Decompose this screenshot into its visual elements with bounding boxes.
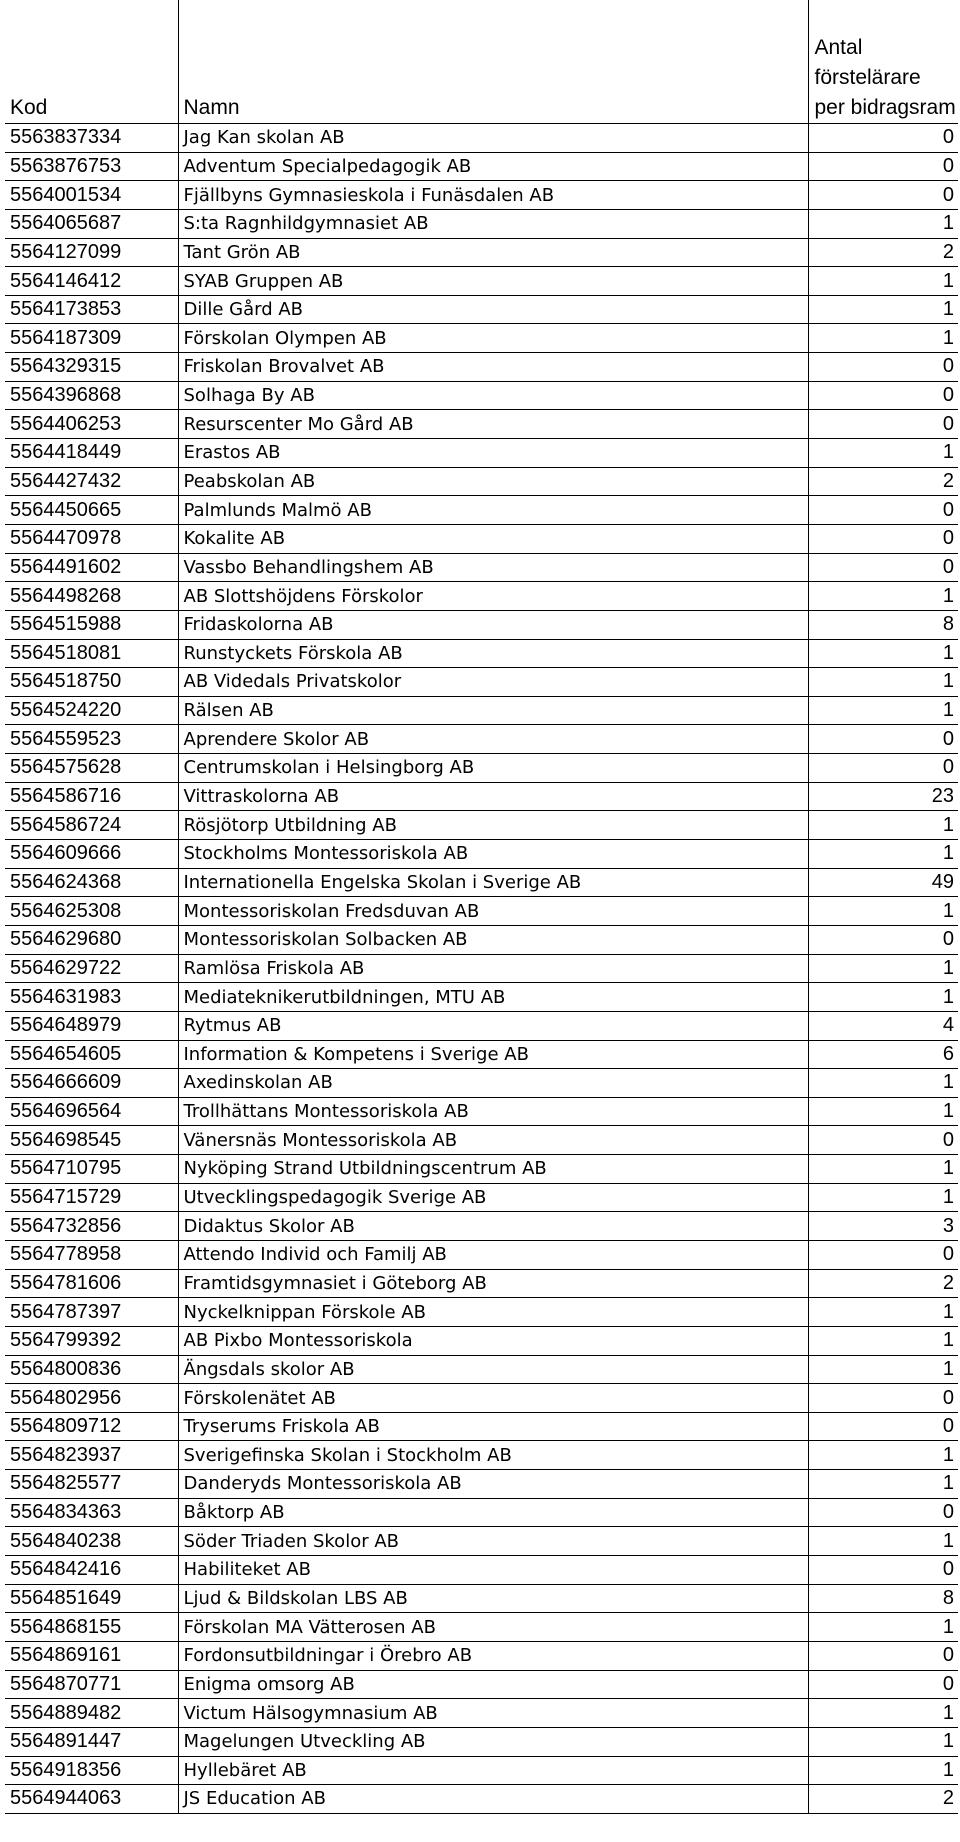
cell-kod: 5564698545 <box>5 1126 178 1155</box>
table-row <box>5 1785 958 1814</box>
cell-antal: 1 <box>808 1470 958 1499</box>
cell-antal: 1 <box>808 1155 958 1184</box>
table-row <box>5 1040 958 1069</box>
cell-kod: 5564518081 <box>5 639 178 668</box>
cell-kod: 5564586724 <box>5 811 178 840</box>
table-row <box>5 1412 958 1441</box>
table-row <box>5 1212 958 1241</box>
cell-kod: 5564825577 <box>5 1470 178 1499</box>
table-row <box>5 811 958 840</box>
cell-antal: 1 <box>808 1183 958 1212</box>
table-row <box>5 1470 958 1499</box>
table-row <box>5 668 958 697</box>
cell-antal: 1 <box>808 1069 958 1098</box>
cell-namn: Hyllebäret AB <box>178 1756 808 1785</box>
table-row <box>5 439 958 468</box>
cell-kod: 5564629680 <box>5 925 178 954</box>
cell-antal: 2 <box>808 238 958 267</box>
cell-kod: 5564778958 <box>5 1240 178 1269</box>
table-row <box>5 1641 958 1670</box>
cell-kod: 5564732856 <box>5 1212 178 1241</box>
cell-kod: 5564065687 <box>5 209 178 238</box>
table-row <box>5 1670 958 1699</box>
cell-antal: 1 <box>808 1355 958 1384</box>
cell-namn: Axedinskolan AB <box>178 1069 808 1098</box>
table-row <box>5 868 958 897</box>
table-row <box>5 209 958 238</box>
cell-kod: 5564800836 <box>5 1355 178 1384</box>
cell-kod: 5564491602 <box>5 553 178 582</box>
cell-kod: 5564624368 <box>5 868 178 897</box>
cell-antal: 0 <box>808 152 958 181</box>
cell-antal: 0 <box>808 1641 958 1670</box>
cell-namn: Montessoriskolan Fredsduvan AB <box>178 897 808 926</box>
cell-kod: 5564001534 <box>5 181 178 210</box>
cell-antal: 1 <box>808 840 958 869</box>
table-row <box>5 983 958 1012</box>
table-row <box>5 1441 958 1470</box>
cell-namn: Tant Grön AB <box>178 238 808 267</box>
cell-kod: 5563876753 <box>5 152 178 181</box>
cell-antal: 1 <box>808 1097 958 1126</box>
header-row <box>5 0 958 124</box>
cell-namn: Framtidsgymnasiet i Göteborg AB <box>178 1269 808 1298</box>
cell-kod: 5564470978 <box>5 524 178 553</box>
cell-namn: Attendo Individ och Familj AB <box>178 1240 808 1269</box>
cell-namn: AB Videdals Privatskolor <box>178 668 808 697</box>
cell-kod: 5564802956 <box>5 1384 178 1413</box>
cell-namn: Magelungen Utveckling AB <box>178 1727 808 1756</box>
cell-namn: Peabskolan AB <box>178 467 808 496</box>
cell-antal: 0 <box>808 1126 958 1155</box>
table-row <box>5 524 958 553</box>
cell-namn: Kokalite AB <box>178 524 808 553</box>
cell-namn: Vittraskolorna AB <box>178 782 808 811</box>
cell-namn: Rösjötorp Utbildning AB <box>178 811 808 840</box>
table-row <box>5 1384 958 1413</box>
cell-kod: 5564586716 <box>5 782 178 811</box>
cell-antal: 49 <box>808 868 958 897</box>
cell-kod: 5564418449 <box>5 439 178 468</box>
cell-kod: 5564629722 <box>5 954 178 983</box>
cell-kod: 5564869161 <box>5 1641 178 1670</box>
cell-kod: 5564834363 <box>5 1498 178 1527</box>
cell-namn: Adventum Specialpedagogik AB <box>178 152 808 181</box>
cell-namn: Förskolan MA Vätterosen AB <box>178 1613 808 1642</box>
cell-kod: 5564799392 <box>5 1326 178 1355</box>
cell-antal: 1 <box>808 1527 958 1556</box>
table-row <box>5 353 958 382</box>
table-row <box>5 897 958 926</box>
cell-kod: 5564891447 <box>5 1727 178 1756</box>
table-row <box>5 754 958 783</box>
cell-namn: Danderyds Montessoriskola AB <box>178 1470 808 1499</box>
cell-antal: 0 <box>808 553 958 582</box>
cell-namn: Solhaga By AB <box>178 381 808 410</box>
cell-antal: 6 <box>808 1040 958 1069</box>
cell-namn: Erastos AB <box>178 439 808 468</box>
table-row <box>5 954 958 983</box>
cell-namn: Båktorp AB <box>178 1498 808 1527</box>
cell-namn: Ljud & Bildskolan LBS AB <box>178 1584 808 1613</box>
cell-namn: Habiliteket AB <box>178 1556 808 1585</box>
cell-namn: Didaktus Skolor AB <box>178 1212 808 1241</box>
cell-namn: Utvecklingspedagogik Sverige AB <box>178 1183 808 1212</box>
cell-namn: Runstyckets Förskola AB <box>178 639 808 668</box>
table-row <box>5 610 958 639</box>
cell-namn: Resurscenter Mo Gård AB <box>178 410 808 439</box>
cell-kod: 5564406253 <box>5 410 178 439</box>
cell-antal: 1 <box>808 639 958 668</box>
table-row <box>5 639 958 668</box>
cell-kod: 5564918356 <box>5 1756 178 1785</box>
table-row <box>5 410 958 439</box>
table-row <box>5 181 958 210</box>
header-antal-line1: Antal <box>814 36 863 59</box>
table-row <box>5 1355 958 1384</box>
cell-antal: 0 <box>808 725 958 754</box>
cell-kod: 5564787397 <box>5 1298 178 1327</box>
cell-kod: 5564396868 <box>5 381 178 410</box>
cell-kod: 5564173853 <box>5 295 178 324</box>
cell-kod: 5564809712 <box>5 1412 178 1441</box>
cell-antal: 0 <box>808 1498 958 1527</box>
table-row <box>5 1126 958 1155</box>
table-row <box>5 238 958 267</box>
cell-namn: Sverigefinska Skolan i Stockholm AB <box>178 1441 808 1470</box>
cell-kod: 5564524220 <box>5 696 178 725</box>
cell-kod: 5564889482 <box>5 1699 178 1728</box>
cell-kod: 5564518750 <box>5 668 178 697</box>
cell-antal: 0 <box>808 925 958 954</box>
cell-kod: 5564450665 <box>5 496 178 525</box>
cell-kod: 5564781606 <box>5 1269 178 1298</box>
cell-kod: 5564146412 <box>5 267 178 296</box>
header-antal-line3: per bidragsram <box>814 96 956 119</box>
cell-antal: 1 <box>808 696 958 725</box>
cell-antal: 1 <box>808 1613 958 1642</box>
cell-antal: 1 <box>808 1441 958 1470</box>
table-row <box>5 1326 958 1355</box>
table-row <box>5 381 958 410</box>
cell-namn: S:ta Ragnhildgymnasiet AB <box>178 209 808 238</box>
cell-antal: 1 <box>808 439 958 468</box>
cell-namn: Ramlösa Friskola AB <box>178 954 808 983</box>
cell-kod: 5564696564 <box>5 1097 178 1126</box>
cell-namn: Stockholms Montessoriskola AB <box>178 840 808 869</box>
cell-antal: 2 <box>808 1269 958 1298</box>
cell-antal: 2 <box>808 467 958 496</box>
cell-namn: Nyckelknippan Förskole AB <box>178 1298 808 1327</box>
cell-namn: Fjällbyns Gymnasieskola i Funäsdalen AB <box>178 181 808 210</box>
table-row <box>5 496 958 525</box>
table-row <box>5 1069 958 1098</box>
cell-kod: 5563837334 <box>5 124 178 153</box>
table-row <box>5 295 958 324</box>
table-row <box>5 1097 958 1126</box>
cell-antal: 0 <box>808 1556 958 1585</box>
cell-namn: Vänersnäs Montessoriskola AB <box>178 1126 808 1155</box>
cell-namn: Fridaskolorna AB <box>178 610 808 639</box>
cell-kod: 5564427432 <box>5 467 178 496</box>
cell-antal: 0 <box>808 1384 958 1413</box>
cell-namn: Fordonsutbildningar i Örebro AB <box>178 1641 808 1670</box>
cell-namn: Dille Gård AB <box>178 295 808 324</box>
cell-kod: 5564710795 <box>5 1155 178 1184</box>
cell-namn: Nyköping Strand Utbildningscentrum AB <box>178 1155 808 1184</box>
cell-kod: 5564868155 <box>5 1613 178 1642</box>
table-row <box>5 1527 958 1556</box>
cell-kod: 5564515988 <box>5 610 178 639</box>
cell-antal: 1 <box>808 1756 958 1785</box>
cell-antal: 8 <box>808 610 958 639</box>
cell-kod: 5564575628 <box>5 754 178 783</box>
table-row <box>5 152 958 181</box>
cell-kod: 5564329315 <box>5 353 178 382</box>
cell-kod: 5564609666 <box>5 840 178 869</box>
table-row <box>5 1584 958 1613</box>
table-row <box>5 1269 958 1298</box>
cell-namn: Friskolan Brovalvet AB <box>178 353 808 382</box>
cell-namn: Enigma omsorg AB <box>178 1670 808 1699</box>
cell-kod: 5564666609 <box>5 1069 178 1098</box>
cell-antal: 0 <box>808 124 958 153</box>
table-row <box>5 553 958 582</box>
cell-antal: 2 <box>808 1785 958 1814</box>
cell-kod: 5564625308 <box>5 897 178 926</box>
cell-antal: 1 <box>808 1699 958 1728</box>
table-row <box>5 1699 958 1728</box>
cell-namn: Victum Hälsogymnasium AB <box>178 1699 808 1728</box>
cell-namn: Centrumskolan i Helsingborg AB <box>178 754 808 783</box>
cell-kod: 5564842416 <box>5 1556 178 1585</box>
cell-antal: 1 <box>808 295 958 324</box>
cell-kod: 5564187309 <box>5 324 178 353</box>
cell-antal: 1 <box>808 1326 958 1355</box>
cell-antal: 0 <box>808 1412 958 1441</box>
cell-namn: Internationella Engelska Skolan i Sverige AB <box>178 868 808 897</box>
cell-namn: Jag Kan skolan AB <box>178 124 808 153</box>
table-row <box>5 1613 958 1642</box>
cell-antal: 1 <box>808 1298 958 1327</box>
header-namn: Namn <box>178 0 808 124</box>
cell-namn: SYAB Gruppen AB <box>178 267 808 296</box>
cell-antal: 0 <box>808 754 958 783</box>
cell-antal: 0 <box>808 381 958 410</box>
table-row <box>5 725 958 754</box>
header-kod: Kod <box>5 0 178 124</box>
cell-kod: 5564851649 <box>5 1584 178 1613</box>
cell-namn: Rälsen AB <box>178 696 808 725</box>
cell-namn: Förskolenätet AB <box>178 1384 808 1413</box>
cell-antal: 3 <box>808 1212 958 1241</box>
cell-antal: 1 <box>808 897 958 926</box>
cell-antal: 4 <box>808 1011 958 1040</box>
table-row <box>5 1498 958 1527</box>
cell-antal: 1 <box>808 209 958 238</box>
cell-kod: 5564870771 <box>5 1670 178 1699</box>
table-body <box>5 124 958 1814</box>
cell-antal: 1 <box>808 668 958 697</box>
cell-namn: Tryserums Friskola AB <box>178 1412 808 1441</box>
table-row <box>5 782 958 811</box>
cell-namn: Mediateknikerutbildningen, MTU AB <box>178 983 808 1012</box>
cell-antal: 0 <box>808 410 958 439</box>
cell-antal: 0 <box>808 1670 958 1699</box>
table-row <box>5 1727 958 1756</box>
cell-namn: Ängsdals skolor AB <box>178 1355 808 1384</box>
cell-namn: AB Slottshöjdens Förskolor <box>178 582 808 611</box>
header-antal-line2: förstelärare <box>814 66 921 89</box>
table-row <box>5 1240 958 1269</box>
cell-kod: 5564559523 <box>5 725 178 754</box>
table-row <box>5 925 958 954</box>
table-row <box>5 267 958 296</box>
cell-namn: Aprendere Skolor AB <box>178 725 808 754</box>
table-row <box>5 124 958 153</box>
cell-namn: Information & Kompetens i Sverige AB <box>178 1040 808 1069</box>
cell-antal: 1 <box>808 582 958 611</box>
table-row <box>5 467 958 496</box>
cell-antal: 23 <box>808 782 958 811</box>
cell-kod: 5564823937 <box>5 1441 178 1470</box>
table-row <box>5 840 958 869</box>
teacher-table <box>5 0 958 1814</box>
table-row <box>5 696 958 725</box>
cell-antal: 1 <box>808 267 958 296</box>
table-row <box>5 1298 958 1327</box>
cell-namn: Förskolan Olympen AB <box>178 324 808 353</box>
cell-antal: 0 <box>808 496 958 525</box>
cell-namn: Vassbo Behandlingshem AB <box>178 553 808 582</box>
cell-antal: 0 <box>808 524 958 553</box>
cell-antal: 1 <box>808 324 958 353</box>
cell-antal: 1 <box>808 954 958 983</box>
cell-antal: 0 <box>808 1240 958 1269</box>
cell-antal: 0 <box>808 353 958 382</box>
table-row <box>5 1155 958 1184</box>
cell-namn: AB Pixbo Montessoriskola <box>178 1326 808 1355</box>
cell-antal: 0 <box>808 181 958 210</box>
cell-antal: 1 <box>808 811 958 840</box>
cell-kod: 5564631983 <box>5 983 178 1012</box>
cell-kod: 5564648979 <box>5 1011 178 1040</box>
cell-antal: 1 <box>808 1727 958 1756</box>
cell-kod: 5564944063 <box>5 1785 178 1814</box>
header-antal <box>808 0 958 124</box>
cell-kod: 5564498268 <box>5 582 178 611</box>
cell-kod: 5564840238 <box>5 1527 178 1556</box>
cell-namn: Montessoriskolan Solbacken AB <box>178 925 808 954</box>
document-sheet <box>5 0 958 1814</box>
cell-kod: 5564654605 <box>5 1040 178 1069</box>
table-row <box>5 324 958 353</box>
table-row <box>5 1756 958 1785</box>
cell-namn: Rytmus AB <box>178 1011 808 1040</box>
cell-antal: 8 <box>808 1584 958 1613</box>
table-row <box>5 1183 958 1212</box>
cell-namn: Palmlunds Malmö AB <box>178 496 808 525</box>
table-row <box>5 1556 958 1585</box>
table-row <box>5 1011 958 1040</box>
cell-kod: 5564715729 <box>5 1183 178 1212</box>
table-row <box>5 582 958 611</box>
cell-namn: JS Education AB <box>178 1785 808 1814</box>
cell-namn: Trollhättans Montessoriskola AB <box>178 1097 808 1126</box>
cell-antal: 1 <box>808 983 958 1012</box>
cell-kod: 5564127099 <box>5 238 178 267</box>
cell-namn: Söder Triaden Skolor AB <box>178 1527 808 1556</box>
